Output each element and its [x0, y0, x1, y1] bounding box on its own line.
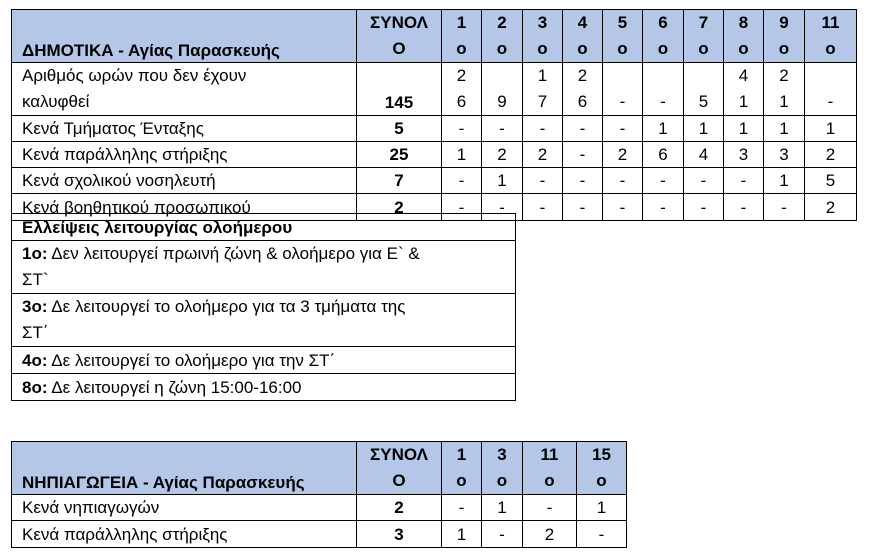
- dimotika-table: [11, 9, 857, 221]
- row-total: 7: [357, 168, 442, 194]
- school-header: 4 ο: [563, 10, 603, 63]
- table-cell: 2 6: [563, 63, 603, 116]
- table-cell: 1: [764, 116, 805, 142]
- row-label: Κενά παράλληλης στήριξης: [12, 521, 357, 548]
- table-cell: -: [684, 168, 724, 194]
- school-header: 1 ο: [442, 442, 482, 495]
- table-cell: -: [523, 168, 563, 194]
- table-cell: -: [577, 521, 627, 548]
- table-cell: -: [724, 194, 764, 221]
- table-cell: -: [523, 495, 577, 521]
- table-cell: 1: [643, 116, 684, 142]
- oloimero-item: 4ο: Δε λειτουργεί το ολοήμερο για την ΣΤ΄: [12, 347, 516, 374]
- table-cell: 2 6: [442, 63, 482, 116]
- table-cell: 2: [603, 142, 643, 168]
- school-header: 8 ο: [724, 10, 764, 63]
- table-cell: -: [805, 63, 857, 116]
- table-cell: 1: [764, 168, 805, 194]
- oloimero-item: 1ο: Δεν λειτουργεί πρωινή ζώνη & ολοήμερο για Ε` & ΣΤ`: [12, 241, 516, 294]
- table-cell: 5: [805, 168, 857, 194]
- list-item: [12, 241, 516, 294]
- table-cell: -: [603, 168, 643, 194]
- table-cell: -: [603, 194, 643, 221]
- table-row: [12, 63, 857, 116]
- table-cell: -: [603, 116, 643, 142]
- row-label: Κενά παράλληλης στήριξης: [12, 142, 357, 168]
- table-row: [12, 168, 857, 194]
- table-cell: 1 7: [523, 63, 563, 116]
- row-label: Κενά σχολικού νοσηλευτή: [12, 168, 357, 194]
- table-cell: -: [482, 521, 523, 548]
- table-cell: 1: [684, 116, 724, 142]
- school-header: 11 ο: [523, 442, 577, 495]
- table-cell: 2: [805, 142, 857, 168]
- table-cell: 1: [805, 116, 857, 142]
- row-label: Κενά Τμήματος Ένταξης: [12, 116, 357, 142]
- table-cell: -: [643, 63, 684, 116]
- table-cell: -: [482, 194, 523, 221]
- table-row: [12, 495, 627, 521]
- dimotika-header-row: [12, 10, 857, 63]
- table-cell: -: [563, 194, 603, 221]
- table-cell: 1: [482, 495, 523, 521]
- row-label: Κενά νηπιαγωγών: [12, 495, 357, 521]
- total-header: ΣΥΝΟΛ Ο: [357, 10, 442, 63]
- oloimero-item: 8ο: Δε λειτουργεί η ζώνη 15:00-16:00: [12, 374, 516, 401]
- table-cell: 4 1: [724, 63, 764, 116]
- oloimero-title: Ελλείψεις λειτουργίας ολοήμερου: [12, 214, 516, 241]
- nipiagogeia-header-row: [12, 442, 627, 495]
- table-cell: 9: [482, 63, 523, 116]
- table-cell: 6: [643, 142, 684, 168]
- school-header: 15 ο: [577, 442, 627, 495]
- school-header: 11 ο: [805, 10, 857, 63]
- row-label: Κενά βοηθητικού προσωπικού: [12, 194, 357, 221]
- table-cell: 4: [684, 142, 724, 168]
- row-total: 3: [357, 521, 442, 548]
- row-total: 145: [357, 63, 442, 116]
- nipiagogeia-title: ΝΗΠΙΑΓΩΓΕΙΑ - Αγίας Παρασκευής: [12, 442, 357, 495]
- school-header: 3 ο: [482, 442, 523, 495]
- school-header: 2 ο: [482, 10, 523, 63]
- row-total: 5: [357, 116, 442, 142]
- table-cell: -: [643, 168, 684, 194]
- row-total: 2: [357, 194, 442, 221]
- school-header: 7 ο: [684, 10, 724, 63]
- table-cell: -: [563, 116, 603, 142]
- table-cell: 2: [523, 142, 563, 168]
- table-cell: -: [523, 194, 563, 221]
- row-label: Αριθμός ωρών που δεν έχουν καλυφθεί: [12, 63, 357, 116]
- table-cell: 2: [482, 142, 523, 168]
- table-row: [12, 521, 627, 548]
- table-cell: 1: [577, 495, 627, 521]
- table-row: [12, 116, 857, 142]
- table-cell: -: [442, 116, 482, 142]
- list-item: [12, 347, 516, 374]
- school-header: 6 ο: [643, 10, 684, 63]
- table-row: [12, 142, 857, 168]
- table-cell: 5: [684, 63, 724, 116]
- table-cell: -: [684, 194, 724, 221]
- table-cell: -: [603, 63, 643, 116]
- table-cell: -: [442, 495, 482, 521]
- school-header: 5 ο: [603, 10, 643, 63]
- table-cell: -: [442, 168, 482, 194]
- table-cell: 3: [764, 142, 805, 168]
- oloimero-header-row: [12, 214, 516, 241]
- table-cell: 2 1: [764, 63, 805, 116]
- school-header: 3 ο: [523, 10, 563, 63]
- table-cell: 2: [523, 521, 577, 548]
- table-cell: 1: [482, 168, 523, 194]
- table-cell: 2: [805, 194, 857, 221]
- table-cell: -: [724, 168, 764, 194]
- table-cell: -: [643, 194, 684, 221]
- table-cell: 1: [442, 142, 482, 168]
- table-cell: 1: [724, 116, 764, 142]
- oloimero-item: 3ο: Δε λειτουργεί το ολοήμερο για τα 3 τμήματα της ΣΤ΄: [12, 294, 516, 347]
- school-header: 1 ο: [442, 10, 482, 63]
- list-item: [12, 294, 516, 347]
- table-cell: 1: [442, 521, 482, 548]
- row-total: 2: [357, 495, 442, 521]
- table-cell: -: [442, 194, 482, 221]
- table-cell: -: [563, 142, 603, 168]
- list-item: [12, 374, 516, 401]
- table-cell: -: [764, 194, 805, 221]
- table-cell: 3: [724, 142, 764, 168]
- row-total: 25: [357, 142, 442, 168]
- table-cell: -: [523, 116, 563, 142]
- nipiagogeia-table: [11, 441, 627, 548]
- table-cell: -: [563, 168, 603, 194]
- dimotika-title: ΔΗΜΟΤΙΚΑ - Αγίας Παρασκευής: [12, 10, 357, 63]
- total-header: ΣΥΝΟΛ Ο: [357, 442, 442, 495]
- oloimero-table: [11, 213, 516, 401]
- school-header: 9 ο: [764, 10, 805, 63]
- table-cell: -: [482, 116, 523, 142]
